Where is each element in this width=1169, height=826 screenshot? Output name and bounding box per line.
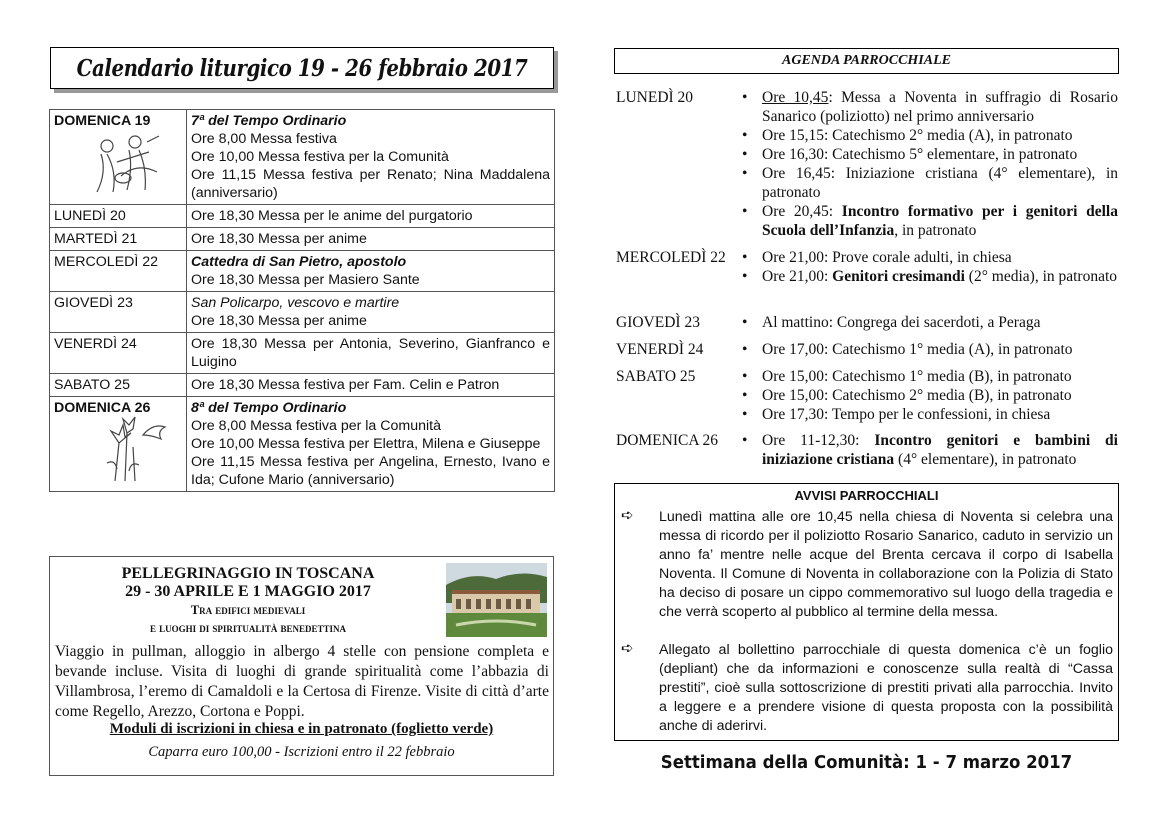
- agenda-time: Ore 11-12,30:: [762, 432, 875, 449]
- table-row: [50, 205, 555, 228]
- agenda-item-text: , in patronato: [894, 222, 977, 239]
- mass-line: Ore 11,15 Messa festiva per Renato; Nina Maddalena (anniversario): [191, 167, 550, 201]
- day-cell: GIOVEDÌ 23: [50, 292, 187, 333]
- liturgy-heading: San Policarpo, vescovo e martire: [191, 295, 400, 311]
- agenda-highlight: Incontro genitori e bambini di iniziazione cristiana: [762, 432, 1118, 468]
- calendar-title-box: [50, 47, 554, 89]
- agenda-list: [744, 340, 1118, 359]
- agenda-item: • Ore 17,30: Tempo per le confessioni, in chiesa: [744, 405, 1118, 424]
- mass-line: Ore 8,00 Messa festiva per la Comunità: [191, 418, 441, 434]
- liturgy-heading: Cattedra di San Pietro, apostolo: [191, 254, 407, 270]
- day-cell: SABATO 25: [50, 374, 187, 397]
- pilgrimage-title: [50, 565, 446, 601]
- agenda-time: Ore 10,45: [762, 89, 829, 106]
- mass-line: Ore 18,30 Messa per anime: [191, 313, 367, 329]
- agenda-list: [744, 313, 1118, 332]
- liturgical-calendar-table: [49, 109, 555, 492]
- events-cell: [187, 228, 555, 251]
- notice-item: Lunedì mattina alle ore 10,45 nella chiesa di Noventa si celebra una messa di ricordo per il poliziotto Rosario Sanarico, caduto in servizio un anno fa’ mentre nelle acque del Brenta cercava il corpo di Isabella Noventa. Il Comune di Noventa in collaborazione con la Polizia di Stato ha deciso di posare un cippo commemorativo sul luogo della tragedia e che verrà scoperto al pubblico al termine della messa.: [659, 509, 1113, 620]
- agenda-list: [744, 248, 1118, 286]
- events-cell: [187, 333, 555, 374]
- abbey-cloister-photo: [446, 563, 547, 637]
- pilgrimage-subtitle-line: e luoghi di spiritualità benedettina: [149, 621, 347, 635]
- agenda-item: • Ore 21,00: Prove corale adulti, in chiesa: [744, 248, 1118, 267]
- agenda-item: • Ore 16,30: Catechismo 5° elementare, in patronato: [744, 145, 1118, 164]
- agenda-list: [744, 88, 1118, 240]
- agenda-day: SABATO 25: [616, 368, 696, 385]
- day-cell: DOMENICA 26: [50, 397, 187, 492]
- table-row: [50, 292, 555, 333]
- mass-line: Ore 18,30 Messa per anime: [191, 231, 367, 247]
- table-row: [50, 110, 555, 205]
- pilgrimage-subtitle-line: Tra edifici medievali: [190, 603, 306, 617]
- agenda-item: • Ore 15,00: Catechismo 2° media (B), in patronato: [744, 386, 1118, 405]
- agenda-day: GIOVEDÌ 23: [616, 314, 700, 331]
- musicians-illustration: [87, 132, 167, 198]
- mass-line: Ore 10,00 Messa festiva per la Comunità: [191, 149, 449, 165]
- agenda-list: [744, 431, 1118, 469]
- agenda-item: • Al mattino: Congrega dei sacerdoti, a Peraga: [744, 313, 1118, 332]
- community-week-banner: Settimana della Comunità: 1 - 7 marzo 2017: [660, 752, 1073, 773]
- pilgrimage-description: Viaggio in pullman, alloggio in albergo 4 stelle con pensione completa e bevande incluse. Visita di luoghi di grande spiritualità come l’abbazia di Villambrosa, l’eremo di Camaldoli e la Certosa di Firenze. Visite di città d’arte come Regello, Arezzo, Cortona e Poppi.: [55, 643, 549, 720]
- table-row: [50, 251, 555, 292]
- agenda-item: • Ore 16,45: Iniziazione cristiana (4° elementare), in patronato: [744, 164, 1118, 202]
- agenda-item: [744, 88, 1118, 126]
- day-cell: DOMENICA 19: [50, 110, 187, 205]
- agenda-item: [744, 267, 1118, 286]
- mass-line: Ore 11,15 Messa festiva per Angelina, Ernesto, Ivano e Ida; Cufone Mario (anniversario): [191, 454, 550, 488]
- agenda-item: [744, 431, 1118, 469]
- mass-line: Ore 8,00 Messa festiva: [191, 131, 337, 147]
- lily-dove-illustration: [95, 413, 175, 483]
- notices-title: AVVISI PARROCCHIALI: [794, 488, 939, 503]
- agenda-list: [744, 367, 1118, 424]
- events-cell: [187, 397, 555, 492]
- agenda-day: VENERDÌ 24: [616, 341, 704, 358]
- table-row: [50, 228, 555, 251]
- mass-line: Ore 10,00 Messa festiva per Elettra, Milena e Giuseppe: [191, 436, 541, 452]
- mass-line: Ore 18,30 Messa per le anime del purgatorio: [191, 208, 473, 224]
- mass-line: Ore 18,30 Messa festiva per Fam. Celin e Patron: [191, 377, 500, 393]
- pilgrimage-subtitle: [50, 601, 446, 637]
- agenda-item: [744, 202, 1118, 240]
- agenda-item-text: (2° media), in patronato: [964, 268, 1118, 285]
- liturgy-heading: 7ª del Tempo Ordinario: [191, 113, 347, 129]
- events-cell: [187, 205, 555, 228]
- table-row: [50, 333, 555, 374]
- deposit-note: Caparra euro 100,00 - Iscrizioni entro il 22 febbraio: [148, 744, 455, 760]
- mass-line: Ore 18,30 Messa per Masiero Sante: [191, 272, 420, 288]
- events-cell: [187, 292, 555, 333]
- agenda-time: Ore 21,00:: [762, 268, 833, 285]
- agenda-item-text: : Messa a Noventa in suffragio di Rosario Sanarico (poliziotto) nel primo anniversario: [762, 89, 1118, 125]
- arrow-right-icon: ➪: [621, 640, 634, 657]
- day-cell: MERCOLEDÌ 22: [50, 251, 187, 292]
- pilgrimage-dates: 29 - 30 APRILE E 1 MAGGIO 2017: [125, 583, 371, 600]
- table-row: [50, 397, 555, 492]
- notice-item: Allegato al bollettino parrocchiale di questa domenica c’è un foglio (depliant) che da informazioni e conoscenze sulla realtà di “Cassa prestiti”, cioè sulla sottoscrizione di prestiti privati alla parrocchia. Invito a leggere e a prendere visione di questa proposta con la possibilità anche di aderirvi.: [659, 642, 1113, 734]
- agenda-item: • Ore 15,00: Catechismo 1° media (B), in patronato: [744, 367, 1118, 386]
- day-cell: VENERDÌ 24: [50, 333, 187, 374]
- events-cell: [187, 110, 555, 205]
- events-cell: [187, 251, 555, 292]
- calendar-title: Calendario liturgico 19 - 26 febbraio 2017: [76, 54, 528, 82]
- day-cell: LUNEDÌ 20: [50, 205, 187, 228]
- pilgrimage-box: [49, 556, 554, 776]
- liturgy-heading: 8ª del Tempo Ordinario: [191, 400, 347, 416]
- notices-box: [614, 483, 1119, 741]
- pilgrimage-title-line: PELLEGRINAGGIO IN TOSCANA: [121, 565, 375, 582]
- agenda-title: AGENDA PARROCCHIALE: [614, 48, 1119, 74]
- agenda-highlight: Genitori cresimandi: [832, 268, 965, 285]
- events-cell: [187, 374, 555, 397]
- mass-line: Ore 18,30 Messa per Antonia, Severino, Gianfranco e Luigino: [191, 336, 550, 370]
- agenda-time: Ore 20,45:: [762, 203, 842, 220]
- day-cell: MARTEDÌ 21: [50, 228, 187, 251]
- agenda-item-text: (4° elementare), in patronato: [894, 451, 1077, 468]
- registration-modules: Moduli di iscrizioni in chiesa e in patronato (foglietto verde): [109, 721, 494, 737]
- agenda-highlight: Incontro formativo per i genitori della Scuola dell’Infanzia: [762, 203, 1118, 239]
- agenda-item: • Ore 17,00: Catechismo 1° media (A), in patronato: [744, 340, 1118, 359]
- agenda-day: LUNEDÌ 20: [616, 89, 694, 106]
- agenda-day: DOMENICA 26: [616, 432, 719, 449]
- table-row: [50, 374, 555, 397]
- arrow-right-icon: ➪: [621, 507, 634, 524]
- agenda-item: • Ore 15,15: Catechismo 2° media (A), in patronato: [744, 126, 1118, 145]
- agenda-day: MERCOLEDÌ 22: [616, 249, 726, 266]
